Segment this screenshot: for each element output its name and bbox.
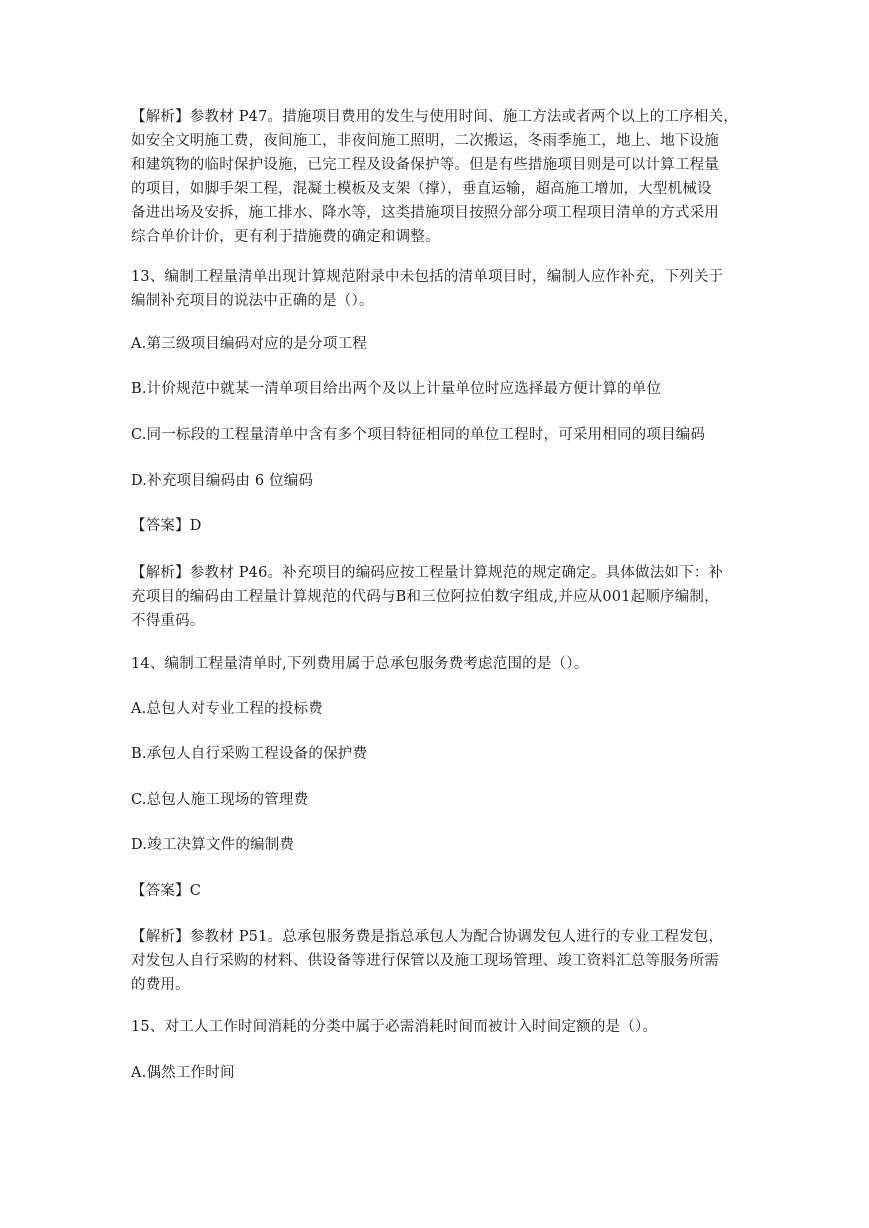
text-line: 【解析】参教材 P47。措施项目费用的发生与使用时间、施工方法或者两个以上的工序相关， <box>131 109 738 125</box>
option-a <box>131 1061 743 1085</box>
answer <box>131 514 743 538</box>
text-line: 不得重码。 <box>131 613 205 629</box>
option-a <box>131 332 743 356</box>
text-line: A.第三级项目编码对应的是分项工程 <box>131 336 367 352</box>
text-line: B.承包人自行采购工程设备的保护费 <box>131 746 368 762</box>
text-line: D.竣工决算文件的编制费 <box>131 837 295 853</box>
analysis-paragraph <box>131 925 743 997</box>
option-a <box>131 697 743 721</box>
text-line: 编制补充项目的说法中正确的是（）。 <box>131 293 374 309</box>
analysis-paragraph <box>131 105 743 249</box>
text-line: 备进出场及安拆，施工排水、降水等，这类措施项目按照分部分项工程项目清单的方式采用 <box>131 205 719 221</box>
text-line: 的项目，如脚手架工程，混凝土模板及支架（撑），垂直运输，超高施工增加，大型机械设 <box>131 181 712 197</box>
text-line: 综合单价计价，更有利于措施费的确定和调整。 <box>131 229 440 245</box>
question-paragraph <box>131 265 743 313</box>
text-line: 13、编制工程量清单出现计算规范附录中未包括的清单项目时，编制人应作补充，下列关于 <box>131 269 724 285</box>
text-line: C.同一标段的工程量清单中含有多个项目特征相同的单位工程时，可采用相同的项目编码 <box>131 427 706 443</box>
text-line: 【解析】参教材 P51。总承包服务费是指总承包人为配合协调发包人进行的专业工程发包， <box>131 929 724 945</box>
analysis-paragraph <box>131 561 743 633</box>
text-line: 15、对工人工作时间消耗的分类中属于必需消耗时间而被计入时间定额的是（）。 <box>131 1019 658 1035</box>
answer <box>131 879 743 903</box>
option-c <box>131 788 743 812</box>
text-line: A.偶然工作时间 <box>131 1065 235 1081</box>
option-d <box>131 469 743 493</box>
text-line: D.补充项目编码由 6 位编码 <box>131 473 314 489</box>
text-line: B.计价规范中就某一清单项目给出两个及以上计量单位时应选择最方便计算的单位 <box>131 381 662 397</box>
option-b <box>131 742 743 766</box>
option-b <box>131 377 743 401</box>
text-line: 【答案】C <box>131 883 202 899</box>
text-line: 对发包人自行采购的材料、供设备等进行保管以及施工现场管理、竣工资料汇总等服务所需 <box>131 953 719 969</box>
text-line: 14、编制工程量清单时,下列费用属于总承包服务费考虑范围的是（）。 <box>131 656 589 672</box>
text-line: 充项目的编码由工程量计算规范的代码与B和三位阿拉伯数字组成,并应从001起顺序编制， <box>131 589 719 605</box>
option-d <box>131 833 743 857</box>
text-line: 如安全文明施工费，夜间施工，非夜间施工照明，二次搬运，冬雨季施工，地上、地下设施 <box>131 133 719 149</box>
text-line: 和建筑物的临时保护设施，已完工程及设备保护等。但是有些措施项目则是可以计算工程量 <box>131 157 719 173</box>
text-line: 的费用。 <box>131 977 190 993</box>
text-line: C.总包人施工现场的管理费 <box>131 792 309 808</box>
text-line: 【解析】参教材 P46。补充项目的编码应按工程量计算规范的规定确定。具体做法如下：补 <box>131 565 724 581</box>
question-paragraph <box>131 1015 743 1039</box>
text-line: 【答案】D <box>131 518 202 534</box>
text-line: A.总包人对专业工程的投标费 <box>131 701 323 717</box>
question-paragraph <box>131 652 743 676</box>
option-c <box>131 423 743 447</box>
